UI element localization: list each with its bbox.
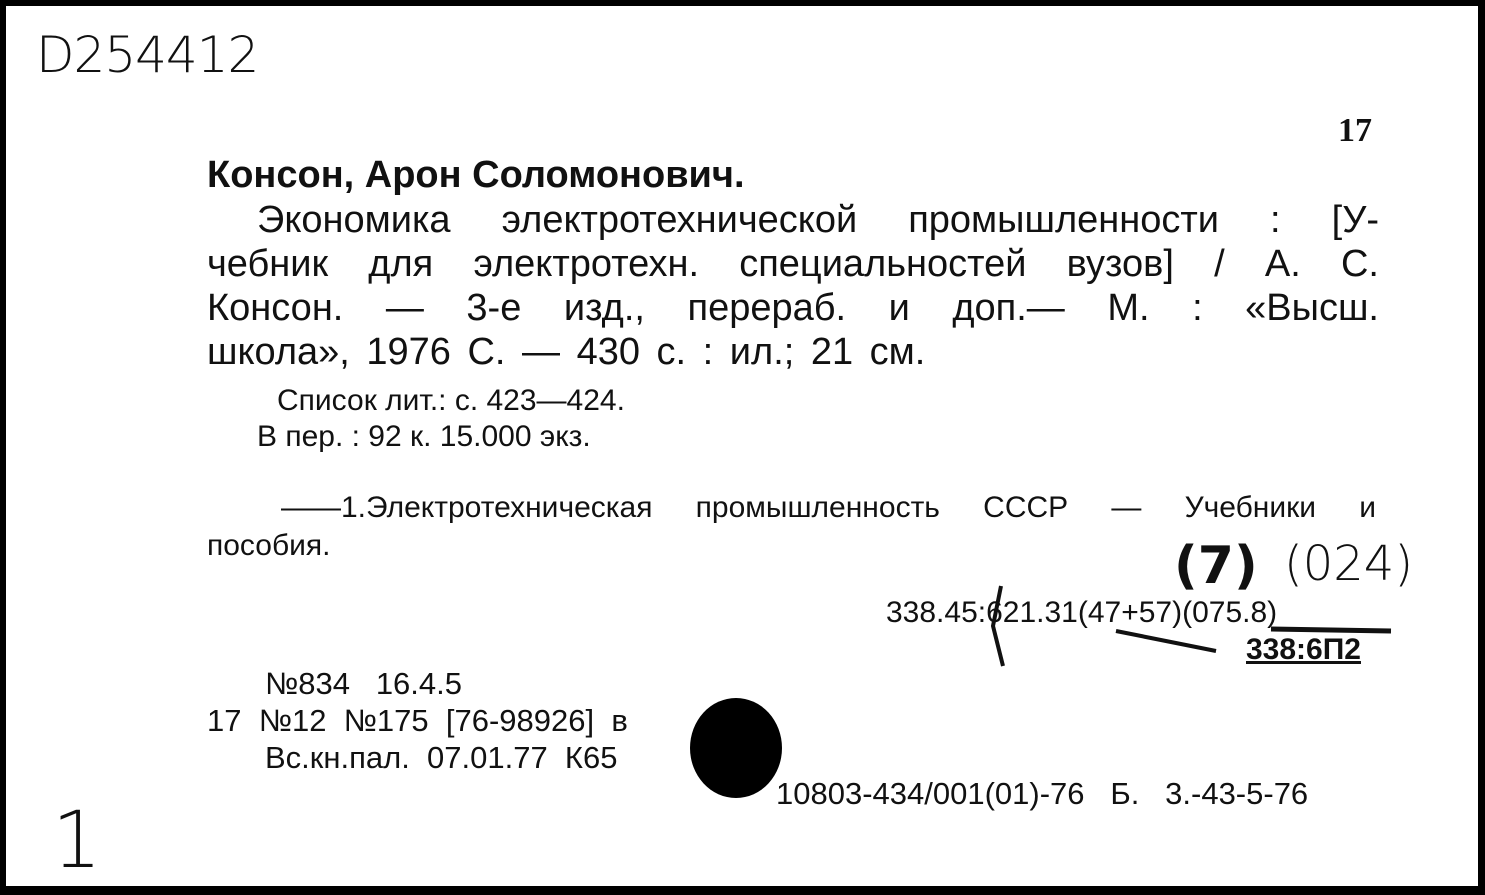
registration-line: Вс.кн.пал. 07.01.77 К65 — [265, 740, 618, 775]
title-line: Экономика электротехнической промышленности : [У- — [257, 199, 1379, 241]
subject-heading-cont: пособия. — [207, 529, 331, 562]
code-line: 10803-434/001(01)-76 Б. 3.-43-5-76 — [776, 776, 1309, 811]
bbk-number: 338:6П2 — [1246, 633, 1361, 666]
title-description — [207, 198, 1379, 374]
title-line: чебник для электротехн. специальностей вузов] / А. С. — [207, 243, 1379, 285]
registration-line: 17 №12 №175 [76-98926] в — [207, 703, 628, 738]
title-line: школа», 1976 С. — 430 с. : ил.; 21 см. — [207, 331, 926, 373]
udc-number: 338.45:621.31(47+57)(075.8) — [886, 596, 1278, 629]
subject-heading: ——1.Электротехническая промышленность СССР — Учебники и — [281, 491, 1376, 524]
registration-line: №834 16.4.5 — [265, 666, 463, 701]
shelf-mark: D254412 — [36, 26, 259, 84]
title-line: Консон. — 3-е изд., перераб. и доп.— М. : «Высш. — [207, 287, 1379, 329]
catalog-card — [6, 6, 1478, 886]
corner-number: 1 — [52, 796, 102, 886]
bibliography-note: Список лит.: с. 423—424. — [277, 384, 625, 417]
handwritten-mark: (7) — [1174, 536, 1258, 596]
handwritten-mark: (024) — [1284, 536, 1414, 592]
card-number: 17 — [1338, 112, 1372, 149]
author-heading: Консон, Арон Соломонович. — [207, 154, 745, 196]
punch-hole — [690, 698, 782, 798]
price-note: В пер. : 92 к. 15.000 экз. — [257, 420, 591, 453]
